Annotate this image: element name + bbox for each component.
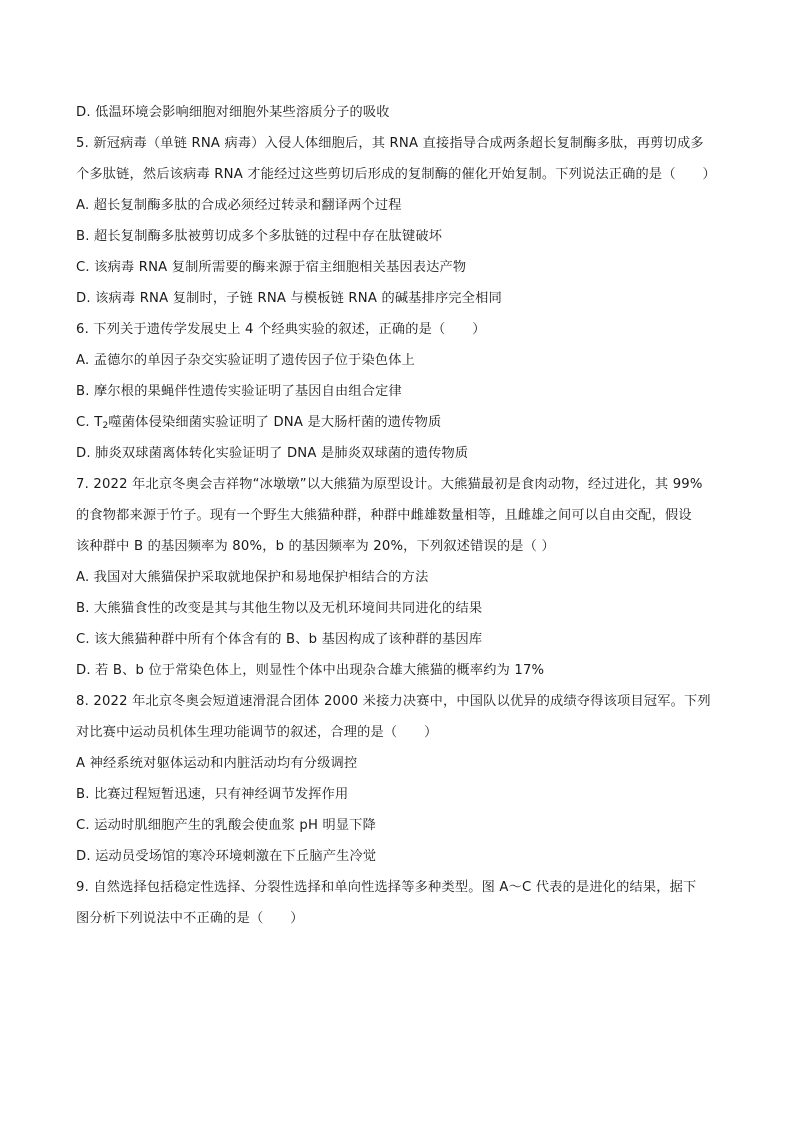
option-7a: A. 我国对大熊猫保护采取就地保护和易地保护相结合的方法	[76, 570, 429, 585]
option-6c	[76, 413, 716, 436]
option-8d: D. 运动员受场馆的寒冷环境刺激在下丘脑产生冷觉	[76, 849, 377, 864]
phage-subscript: 2	[102, 421, 109, 431]
option-6c-text: 噬菌体侵染细菌实验证明了 DNA 是大肠杆菌的遗传物质	[108, 415, 442, 430]
question-9-stem-line-2: 图分析下列说法中不正确的是（ ）	[76, 911, 304, 926]
option-8c: C. 运动时肌细胞产生的乳酸会使血浆 pH 明显下降	[76, 818, 377, 833]
option-5a: A. 超长复制酶多肽的合成必须经过转录和翻译两个过程	[76, 198, 402, 213]
option-7c: C. 该大熊猫种群中所有个体含有的 B、b 基因构成了该种群的基因库	[76, 632, 483, 647]
option-8b: B. 比赛过程短暂迅速，只有神经调节发挥作用	[76, 787, 349, 802]
option-6b: B. 摩尔根的果蝇伴性遗传实验证明了基因自由组合定律	[76, 384, 402, 399]
question-6-stem: 6. 下列关于遗传学发展史上 4 个经典实验的叙述，正确的是（ ）	[76, 322, 486, 337]
option-7d: D. 若 B、b 位于常染色体上，则显性个体中出现杂合雄大熊猫的概率约为 17%	[76, 663, 545, 678]
option-4d: D. 低温环境会影响细胞对细胞外某些溶质分子的吸收	[76, 105, 390, 120]
question-8-stem-line-1: 8. 2022 年北京冬奥会短道速滑混合团体 2000 米接力决赛中，中国队以优异的成绩夺得该项目冠军。下列	[76, 694, 711, 709]
question-7-stem-line-3: 该种群中 B 的基因频率为 80%，b 的基因频率为 20%，下列叙述错误的是（ ）	[76, 539, 555, 554]
option-7b: B. 大熊猫食性的改变是其与其他生物以及无机环境间共同进化的结果	[76, 601, 483, 616]
question-8-stem-line-2: 对比赛中运动员机体生理功能调节的叙述，合理的是（ ）	[76, 725, 438, 740]
phage-letter: T	[94, 415, 103, 430]
question-5-stem-line-2: 个多肽链，然后该病毒 RNA 才能经过这些剪切后形成的复制酶的催化开始复制。下列说法正确的是（ ）	[76, 167, 716, 182]
question-9-stem-line-1: 9. 自然选择包括稳定性选择、分裂性选择和单向性选择等多种类型。图 A～C 代表的是进化的结果，据下	[76, 880, 697, 895]
option-5b: B. 超长复制酶多肽被剪切成多个多肽链的过程中存在肽键破坏	[76, 229, 443, 244]
question-7-stem-line-1: 7. 2022 年北京冬奥会吉祥物“冰墩墩”以大熊猫为原型设计。大熊猫最初是食肉动物，经过进化，其 99%	[76, 477, 703, 492]
option-5c: C. 该病毒 RNA 复制所需要的酶来源于宿主细胞相关基因表达产物	[76, 260, 467, 275]
option-5d: D. 该病毒 RNA 复制时，子链 RNA 与模板链 RNA 的碱基排序完全相同	[76, 291, 502, 306]
option-6c-prefix: C.	[76, 415, 95, 430]
question-5-stem-line-1: 5. 新冠病毒（单链 RNA 病毒）入侵人体细胞后，其 RNA 直接指导合成两条超长复制酶多肽，再剪切成多	[76, 136, 704, 151]
option-6d: D. 肺炎双球菌离体转化实验证明了 DNA 是肺炎双球菌的遗传物质	[76, 446, 469, 461]
option-8a: A 神经系统对躯体运动和内脏活动均有分级调控	[76, 756, 358, 771]
question-7-stem-line-2: 的食物都来源于竹子。现有一个野生大熊猫种群，种群中雌雄数量相等，且雌雄之间可以自由交配，假设	[76, 508, 692, 523]
option-6a: A. 孟德尔的单因子杂交实验证明了遗传因子位于染色体上	[76, 353, 416, 368]
